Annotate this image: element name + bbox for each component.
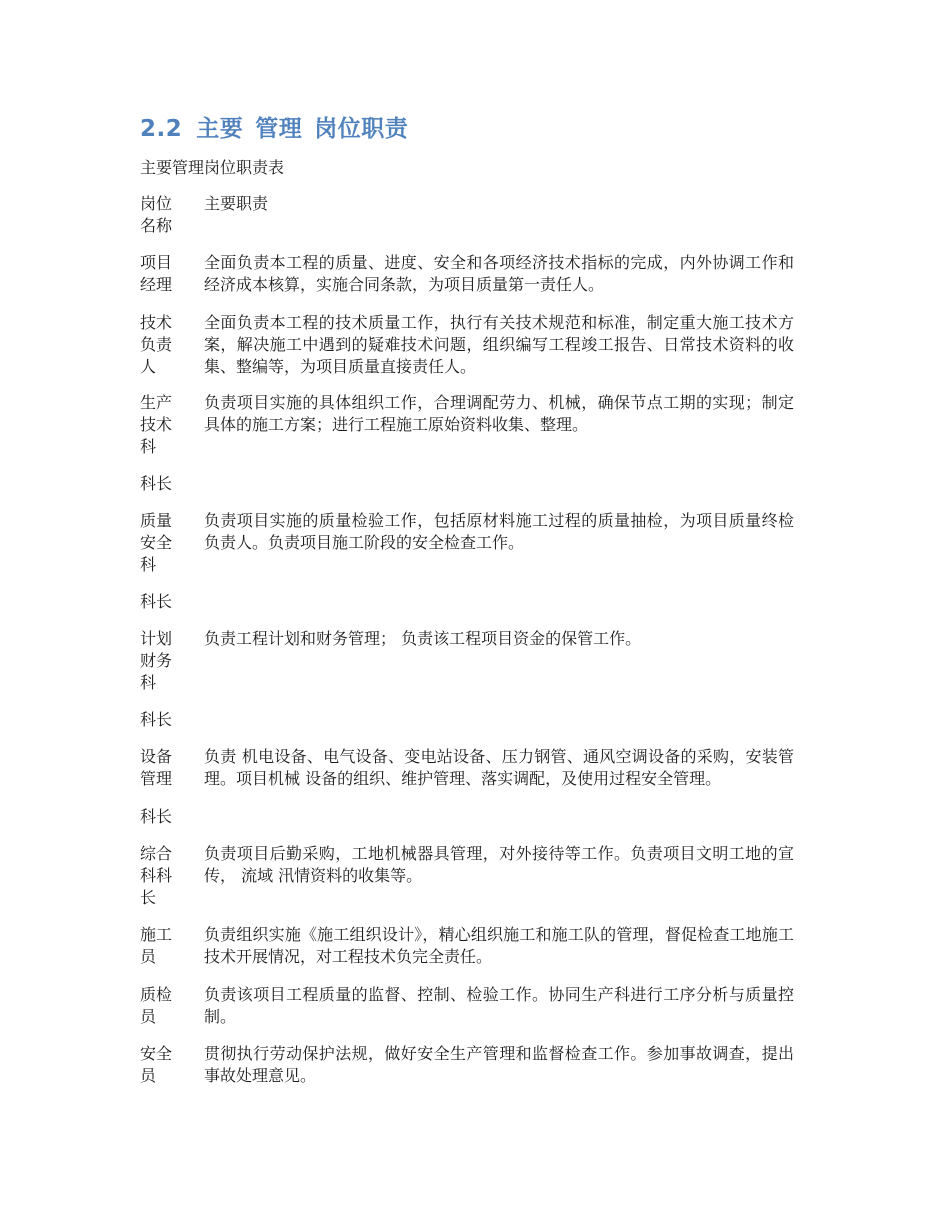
duty-cell: 负责工程计划和财务管理； 负责该工程项目资金的保管工作。: [204, 629, 642, 648]
section-title-word: 主要: [196, 116, 244, 142]
table-caption: 主要管理岗位职责表: [140, 158, 285, 177]
duty-cell: 负责项目实施的具体组织工作，合理调配劳力、机械，确保节点工期的实现；制定具体的施工方案；进行工程施工原始资料收集、整理。: [204, 393, 794, 434]
duty-cell: 全面负责本工程的质量、进度、安全和各项经济技术指标的完成，内外协调工作和经济成本核算，实施合同条款，为项目质量第一责任人。: [204, 253, 794, 294]
duty-cell: 全面负责本工程的技术质量工作，执行有关技术规范和标准，制定重大施工技术方案，解决施工中遇到的疑难技术问题，组织编写工程竣工报告、日常技术资料的收集、整编等，为项目质量直接责任人。: [204, 313, 794, 376]
position-cell: 施工员: [140, 925, 173, 966]
header-duty-cell: 主要职责: [204, 194, 269, 213]
position-suffix-label: 科长: [140, 710, 173, 729]
position-cell: 质检员: [140, 985, 173, 1026]
position-cell: 技术负责人: [140, 313, 173, 376]
header-position-cell: 岗位名称: [140, 194, 173, 235]
position-cell: 项目经理: [140, 253, 173, 294]
position-cell: 设备管理: [140, 747, 173, 788]
position-cell: 质量安全科: [140, 511, 173, 574]
duty-cell: 贯彻执行劳动保护法规，做好安全生产管理和监督检查工作。参加事故调查，提出事故处理意见。: [204, 1044, 794, 1085]
duty-cell: 负责项目后勤采购，工地机械器具管理，对外接待等工作。负责项目文明工地的宣传， 流域 汛情资料的收集等。: [204, 844, 794, 885]
position-cell: 计划财务科: [140, 629, 173, 692]
duty-cell: 负责项目实施的质量检验工作，包括原材料施工过程的质量抽检，为项目质量终检负责人。负责项目施工阶段的安全检查工作。: [204, 511, 794, 552]
section-title-word: 岗位职责: [314, 116, 409, 142]
position-cell: 综合科科长: [140, 844, 173, 907]
duty-cell: 负责组织实施《施工组织设计》，精心组织施工和施工队的管理，督促检查工地施工技术开展情况，对工程技术负完全责任。: [204, 925, 794, 966]
duty-cell: 负责 机电设备、电气设备、变电站设备、压力钢管、通风空调设备的采购，安装管理。项目机械 设备的组织、维护管理、落实调配，及使用过程安全管理。: [204, 747, 794, 788]
position-suffix-label: 科长: [140, 592, 173, 611]
section-heading: [140, 110, 408, 143]
duty-cell: 负责该项目工程质量的监督、控制、检验工作。协同生产科进行工序分析与质量控制。: [204, 985, 794, 1026]
position-suffix-label: 科长: [140, 807, 173, 826]
position-suffix-label: 科长: [140, 474, 173, 493]
position-cell: 生产技术科: [140, 393, 173, 456]
section-title-word: 管理: [255, 116, 303, 142]
position-cell: 安全员: [140, 1044, 173, 1085]
section-number: 2.2: [140, 116, 183, 142]
